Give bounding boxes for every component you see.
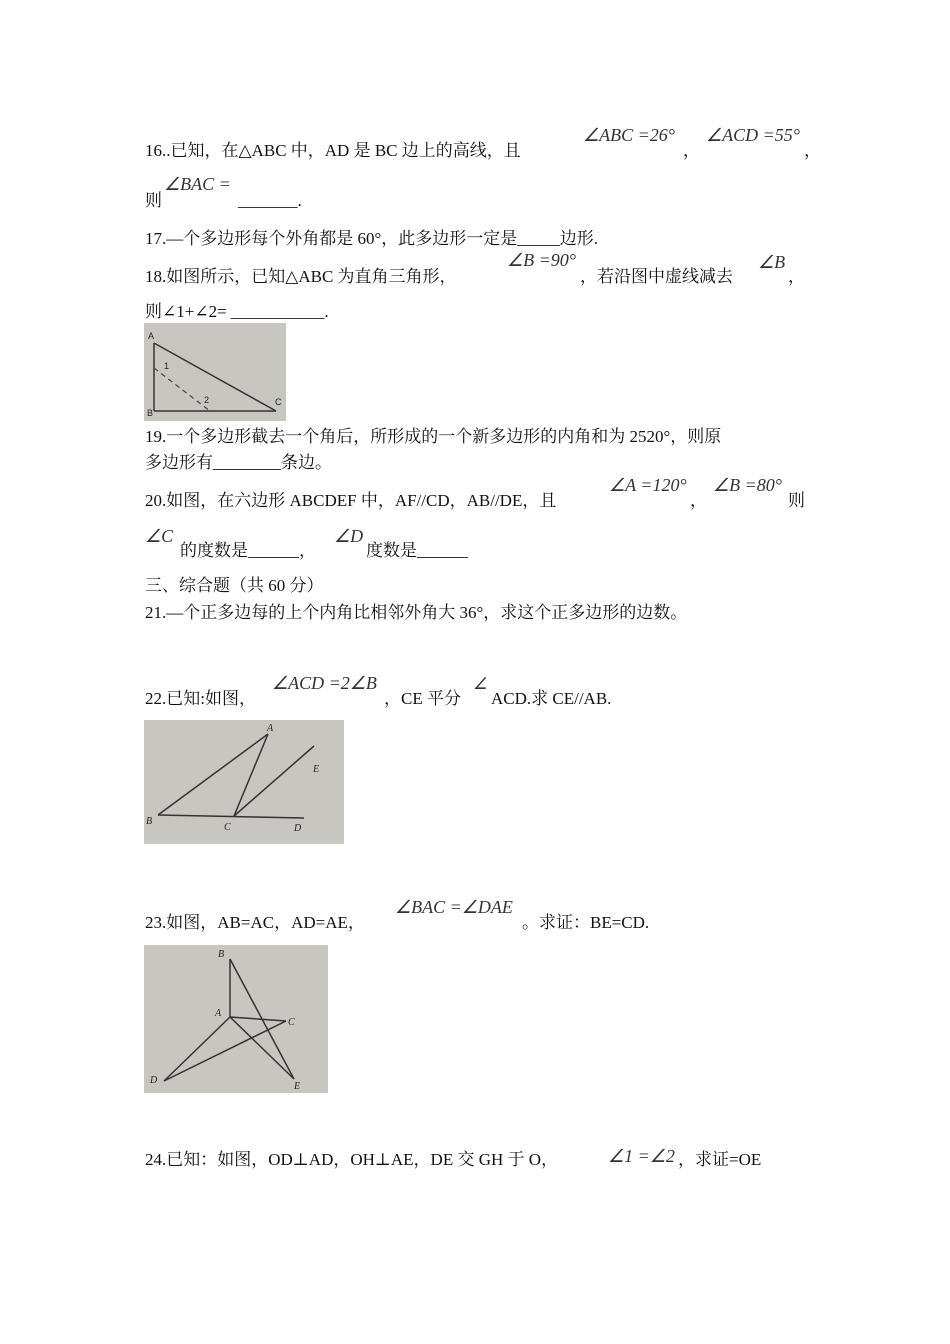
q18-formula-b: ∠B <box>758 252 786 272</box>
q20-formula-d: ∠D <box>334 526 364 546</box>
q18-formula-b90: ∠B =90° <box>507 250 576 270</box>
q22-label-c: C <box>224 822 231 833</box>
q23-b: 。求证：BE=CD. <box>522 913 650 932</box>
q16-line1 <box>145 140 521 162</box>
q16-sep: ， <box>683 141 700 160</box>
q16-text: 16..已知，在△ABC 中，AD 是 BC 边上的高线，且 <box>145 141 521 160</box>
q20-end: 则 <box>788 491 805 510</box>
q22-label-e: E <box>313 764 320 775</box>
q19-line2: 多边形有________条边。 <box>145 453 332 472</box>
q22-a: 22.已知:如图， <box>145 689 256 708</box>
q18-end: ， <box>788 267 805 286</box>
q22-c: ACD.求 CE//AB. <box>491 689 612 708</box>
q18-triangle-diagram <box>144 323 286 421</box>
q22-b: ，CE 平分 <box>384 689 461 708</box>
q24-formula: ∠1 =∠2 <box>608 1146 675 1166</box>
q23-label-c: C <box>288 1017 295 1028</box>
q16-line2: 则 <box>145 191 162 210</box>
q18-label-b: B <box>147 408 154 418</box>
q22-label-b: B <box>146 816 153 827</box>
q23-label-e: E <box>294 1081 301 1092</box>
q18-label-a: A <box>148 331 155 341</box>
q23-formula: ∠BAC =∠DAE <box>395 897 513 917</box>
q22-figure <box>144 720 344 844</box>
q16-blank: _______. <box>238 191 302 210</box>
q20-line2b: 度数是______ <box>366 541 468 560</box>
q23-label-d: D <box>150 1075 158 1086</box>
q18-label-1: 1 <box>164 361 170 371</box>
q18-line1a: 18.如图所示，已知△ABC 为直角三角形， <box>145 267 457 286</box>
q23-a: 23.如图，AB=AC，AD=AE， <box>145 913 365 932</box>
q22-label-a: A <box>267 723 274 734</box>
q20-line2a: 的度数是______， <box>180 541 316 560</box>
q23-label-a: A <box>215 1008 222 1019</box>
q20-formula-a: ∠A =120° <box>609 475 687 495</box>
q17-text: 17.—个多边形每个外角都是 60°，此多边形一定是_____边形. <box>145 229 599 248</box>
q20-sep: ， <box>690 491 707 510</box>
q22-angle-symbol: ∠ <box>473 676 488 693</box>
q16-formula-acd: ∠ACD =55° <box>706 125 800 145</box>
q18-label-2: 2 <box>204 395 210 405</box>
q24-a: 24.已知：如图，OD⊥AD，OH⊥AE，DE 交 GH 于 O， <box>145 1150 559 1169</box>
q16-formula-abc: ∠ABC =26° <box>583 125 675 145</box>
q20-formula-b: ∠B =80° <box>713 475 782 495</box>
q19-line1: 19.一个多边形截去一个角后，所形成的一个新多边形的内角和为 2520°，则原 <box>145 427 722 446</box>
q21-text: 21.—个正多边每的上个内角比相邻外角大 36°，求这个正多边形的边数。 <box>145 603 688 622</box>
q23-figure <box>144 945 328 1093</box>
q22-label-d: D <box>294 823 302 834</box>
q22-formula-acd: ∠ACD =2∠B <box>272 673 377 693</box>
q18-line2: 则∠1+∠2= ___________. <box>145 302 329 321</box>
q16-end: ， <box>804 141 821 160</box>
q18-figure <box>144 323 286 421</box>
q18-label-c: C <box>275 397 282 407</box>
q23-label-b: B <box>218 949 225 960</box>
q24-b: ，求证=OE <box>678 1150 762 1169</box>
section3-title: 三、综合题（共 60 分） <box>145 576 324 595</box>
q16-formula-bac: ∠BAC = <box>164 174 231 194</box>
q18-line1b: ，若沿图中虚线减去 <box>580 267 733 286</box>
q20-formula-c: ∠C <box>145 526 174 546</box>
q20-line1a: 20.如图，在六边形 ABCDEF 中，AF//CD，AB//DE，且 <box>145 491 557 510</box>
q22-diagram <box>144 720 344 844</box>
q23-diagram <box>144 945 328 1093</box>
